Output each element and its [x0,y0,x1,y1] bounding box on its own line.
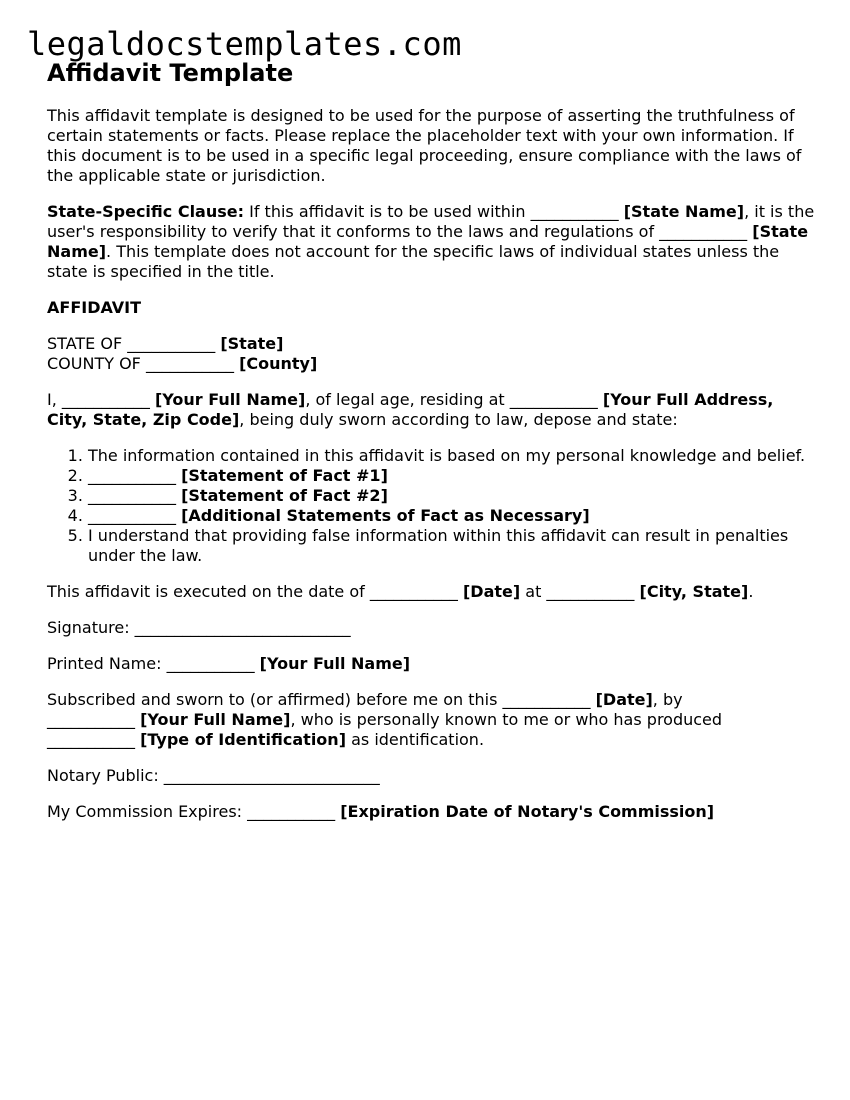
state-specific-clause [47,202,817,282]
statement-text: I understand that providing false information within this affidavit can result in penalties under the law. [88,526,789,565]
state-name-placeholder: [State Name] [47,222,809,261]
blank-line: ___________ [247,802,336,821]
blank-line: ___________ [88,506,176,525]
commission-line [47,802,817,822]
list-item [88,466,817,486]
statement-placeholder: [Statement of Fact #1] [181,466,388,485]
affidavit-heading: AFFIDAVIT [47,298,142,317]
statement-placeholder: [Additional Statements of Fact as Necessary] [181,506,590,525]
blank-line: ___________ [509,390,598,409]
county-placeholder: [County] [239,354,318,373]
document-title: Affidavit Template [47,59,294,87]
blank-line: ___________ [47,730,135,749]
statements-list [47,446,817,566]
blank-line: ___________ [166,654,255,673]
address-placeholder: [Your Full Address, City, State, Zip Code] [47,390,774,429]
document-body [47,58,817,838]
oath-text: , being duly sworn according to law, depose and state: [239,410,678,429]
blank-line: ___________ [502,690,591,709]
state-placeholder: [State] [220,334,284,353]
execution-text: . [748,582,754,601]
venue-block [47,334,817,374]
commission-label: My Commission Expires: [47,802,248,821]
execution-text: at [520,582,547,601]
signature-blank: ___________________________ [134,618,351,637]
oath-text: I, [47,390,62,409]
notary-blank: ___________________________ [163,766,380,785]
state-of-label: STATE OF [47,334,128,353]
oath-text: , of legal age, residing at [305,390,510,409]
printed-name-label: Printed Name: [47,654,167,673]
statement-text: The information contained in this affidavit is based on my personal knowledge and belief. [88,446,806,465]
subscribed-text: , by [652,690,683,709]
blank-line: ___________ [546,582,635,601]
printed-name-placeholder: [Your Full Name] [259,654,411,673]
location-placeholder: [City, State] [639,582,749,601]
blank-line: ___________ [61,390,150,409]
subscribed-text: Subscribed and sworn to (or affirmed) before me on this [47,690,503,709]
clause-text: If this affidavit is to be used within [244,202,531,221]
blank-line: ___________ [530,202,619,221]
execution-paragraph [47,582,817,602]
blank-line: ___________ [659,222,748,241]
subscribed-text: , who is personally known to me or who has produced [290,710,723,729]
printed-name-line [47,654,817,674]
date-placeholder: [Date] [462,582,521,601]
blank-line: ___________ [369,582,458,601]
full-name-placeholder: [Your Full Name] [140,710,291,729]
notary-label: Notary Public: [47,766,164,785]
blank-line: ___________ [145,354,234,373]
county-of-label: COUNTY OF [47,354,146,373]
signature-line [47,618,817,638]
blank-line: ___________ [88,466,176,485]
id-type-placeholder: [Type of Identification] [140,730,346,749]
intro-text: This affidavit template is designed to be used for the purpose of asserting the truthfulness of certain statements or facts. Please replace the placeholder text with your own information. If this document is to be used in a specific legal proceeding, ensure compliance with the laws of the applicable state or jurisdiction. [47,106,802,185]
oath-paragraph [47,390,817,430]
blank-line: ___________ [47,710,135,729]
list-item [88,526,817,566]
commission-placeholder: [Expiration Date of Notary's Commission] [340,802,715,821]
site-watermark: legaldocstemplates.com [27,25,462,63]
state-name-placeholder: [State Name] [623,202,745,221]
date-placeholder: [Date] [595,690,653,709]
list-item [88,486,817,506]
clause-label: State-Specific Clause: [47,202,245,221]
subscribed-text: as identification. [346,730,485,749]
signature-label: Signature: [47,618,135,637]
list-item [88,446,817,466]
clause-text: , it is the user's responsibility to verify that it conforms to the laws and regulations of [47,202,815,241]
statement-placeholder: [Statement of Fact #2] [181,486,388,505]
blank-line: ___________ [127,334,216,353]
clause-text: . This template does not account for the specific laws of individual states unless the state is specified in the title. [47,242,780,281]
subscribed-paragraph [47,690,817,750]
list-item [88,506,817,526]
notary-line [47,766,817,786]
execution-text: This affidavit is executed on the date of [47,582,370,601]
blank-line: ___________ [88,486,176,505]
full-name-placeholder: [Your Full Name] [154,390,306,409]
intro-paragraph [47,106,817,186]
